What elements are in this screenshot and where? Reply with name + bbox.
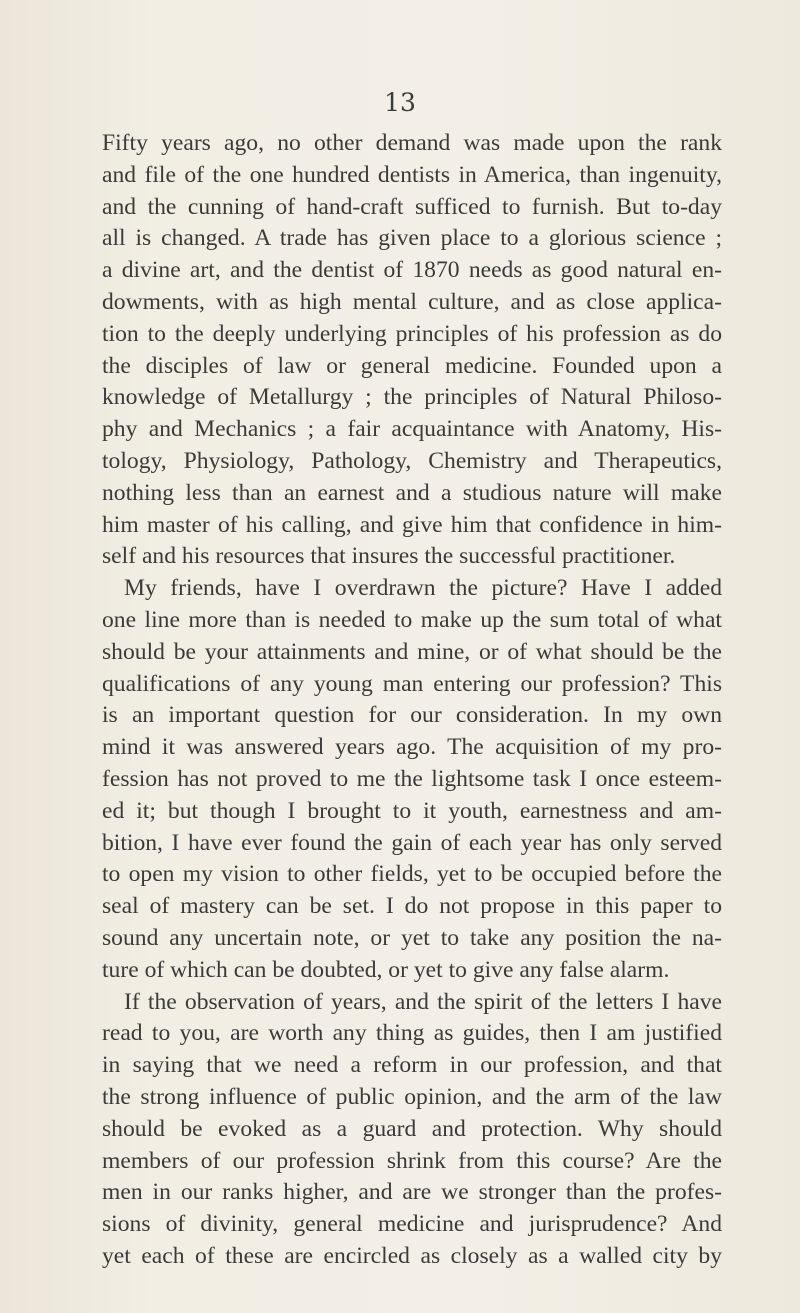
text-line: sions of divinity, general medicine and jurisprudence? And bbox=[102, 1211, 722, 1238]
text-line: seal of mastery can be set. I do not propose in this paper to bbox=[102, 893, 722, 920]
text-line: a divine art, and the dentist of 1870 needs as good natural en- bbox=[102, 257, 722, 284]
text-line: self and his resources that insures the successful practitioner. bbox=[102, 543, 676, 570]
text-line: him master of his calling, and give him that confidence in him- bbox=[102, 511, 722, 538]
text-line: My friends, have I overdrawn the picture? Have I added bbox=[124, 575, 722, 602]
text-line: men in our ranks higher, and are we stronger than the profes- bbox=[102, 1179, 722, 1206]
text-line: members of our profession shrink from this course? Are the bbox=[102, 1147, 722, 1174]
text-line: should be evoked as a guard and protection. Why should bbox=[102, 1115, 722, 1142]
text-line: the strong influence of public opinion, and the arm of the law bbox=[102, 1083, 722, 1110]
text-line: phy and Mechanics ; a fair acquaintance with Anatomy, His- bbox=[102, 416, 722, 443]
text-line: one line more than is needed to make up the sum total of what bbox=[102, 606, 722, 633]
text-line: tology, Physiology, Pathology, Chemistry and Therapeutics, bbox=[102, 447, 722, 474]
text-line: in saying that we need a reform in our profession, and that bbox=[102, 1052, 722, 1079]
text-line: read to you, are worth any thing as guides, then I am justified bbox=[102, 1020, 722, 1047]
page-number: 13 bbox=[384, 88, 416, 117]
text-line: ture of which can be doubted, or yet to give any false alarm. bbox=[102, 956, 670, 983]
text-line: knowledge of Metallurgy ; the principles of Natural Philoso- bbox=[102, 384, 722, 411]
body-text bbox=[102, 128, 722, 1273]
text-line: and file of the one hundred dentists in America, than ingenuity, bbox=[102, 161, 722, 188]
text-line: yet each of these are encircled as closely as a walled city by bbox=[102, 1242, 722, 1269]
text-line: tion to the deeply underlying principles of his profession as do bbox=[102, 320, 722, 347]
text-line: If the observation of years, and the spirit of the letters I have bbox=[124, 988, 722, 1015]
text-line: ed it; but though I brought to it youth, earnestness and am- bbox=[102, 797, 722, 824]
text-line: should be your attainments and mine, or of what should be the bbox=[102, 638, 722, 665]
text-line: bition, I have ever found the gain of each year has only served bbox=[102, 829, 722, 856]
text-line: mind it was answered years ago. The acquisition of my pro- bbox=[102, 734, 722, 761]
text-line: qualifications of any young man entering our profession? This bbox=[102, 670, 722, 697]
text-line: all is changed. A trade has given place to a glorious science ; bbox=[102, 225, 722, 252]
text-line: is an important question for our consideration. In my own bbox=[102, 702, 722, 729]
text-line: sound any uncertain note, or yet to take any position the na- bbox=[102, 924, 722, 951]
text-line: fession has not proved to me the lightsome task I once esteem- bbox=[102, 765, 722, 792]
text-line: dowments, with as high mental culture, and as close applica- bbox=[102, 288, 722, 315]
text-line: Fifty years ago, no other demand was made upon the rank bbox=[102, 130, 722, 156]
text-line: the disciples of law or general medicine. Founded upon a bbox=[102, 352, 722, 379]
text-line: and the cunning of hand-craft sufficed to furnish. But to-day bbox=[102, 193, 722, 220]
text-line: nothing less than an earnest and a studious nature will make bbox=[102, 479, 722, 506]
text-line: to open my vision to other fields, yet to be occupied before the bbox=[102, 861, 722, 888]
